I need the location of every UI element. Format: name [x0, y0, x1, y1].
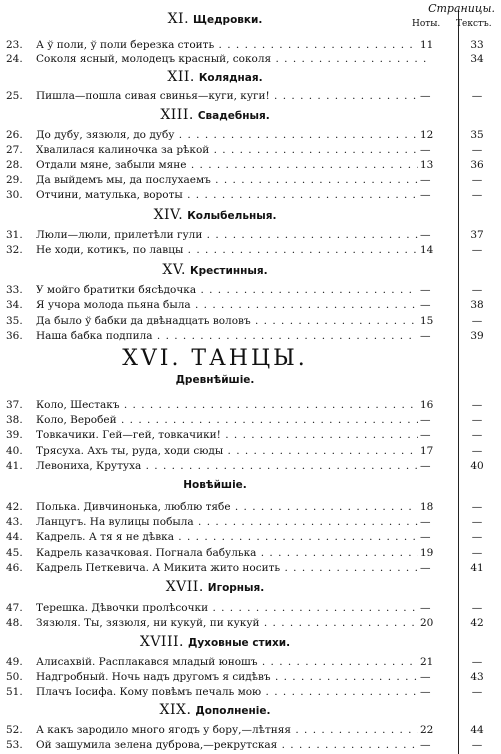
toc-row — [6, 189, 495, 204]
section-heading — [0, 701, 430, 719]
major-section-heading: XVI. ТАНЦЫ. — [122, 346, 308, 371]
column-divider — [458, 10, 459, 754]
section-title: Игорныя. — [207, 582, 265, 594]
notes-page: — — [418, 189, 442, 201]
entry-title: Товкачики. Гей—гей, товкачики! . . . — [36, 429, 426, 441]
entry-title: Не ходи, котикъ, по лавцы . . . — [36, 244, 426, 256]
notes-page: 19 — [418, 547, 442, 559]
toc-row — [6, 617, 495, 632]
entry-number: 51. — [6, 686, 23, 698]
entry-number: 26. — [6, 129, 23, 141]
entry-number: 48. — [6, 617, 23, 629]
notes-page: — — [418, 414, 442, 426]
notes-page: 17 — [418, 445, 442, 457]
entry-title: Ланцугъ. На вулицы побыла . . . — [36, 516, 426, 528]
text-page: — — [471, 244, 483, 256]
text-page: — — [471, 501, 483, 513]
toc-row — [6, 547, 495, 562]
entry-number: 44. — [6, 531, 23, 543]
entry-title: Ой зашумила зелена дуброва,—рекрутская . . . — [36, 739, 426, 751]
entry-number: 53. — [6, 739, 23, 751]
entry-number: 36. — [6, 330, 23, 342]
entry-number: 47. — [6, 602, 23, 614]
text-page: — — [471, 516, 483, 528]
section-number: XIV. — [153, 207, 184, 223]
notes-page: — — [418, 739, 442, 751]
entry-number: 49. — [6, 656, 23, 668]
section-title: Крестинныя. — [189, 265, 268, 277]
entry-title: Алисахвiй. Расплакався младый юношъ . . . — [36, 656, 426, 668]
toc-row — [6, 90, 495, 105]
toc-row — [6, 129, 495, 144]
notes-page: 11 — [418, 39, 442, 51]
section-title: Колядная. — [198, 72, 263, 84]
notes-page: — — [418, 602, 442, 614]
toc-row — [6, 330, 495, 345]
notes-page: 16 — [418, 399, 442, 411]
entry-title: А какъ зародило много ягодъ у бору,—лѣтняя . . . — [36, 724, 426, 736]
entry-number: 25. — [6, 90, 23, 102]
entry-number: 30. — [6, 189, 23, 201]
toc-row — [6, 159, 495, 174]
entry-title: Коло, Веробей . . . — [36, 414, 426, 426]
toc-row — [6, 460, 495, 475]
section-title: Дополненiе. — [195, 705, 271, 717]
notes-page: — — [418, 671, 442, 683]
entry-number: 41. — [6, 460, 23, 472]
text-page: — — [471, 315, 483, 327]
section-title: Свадебныя. — [197, 110, 270, 122]
text-page: 38 — [470, 299, 484, 311]
notes-page: 13 — [418, 159, 442, 171]
text-page: 37 — [470, 229, 484, 241]
entry-title: Полька. Дивчинонька, люблю тябе . . . — [36, 501, 426, 513]
toc-row — [6, 739, 495, 754]
entry-title: Соколя ясный, молодецъ красный, соколя . . . — [36, 53, 426, 65]
text-page: — — [471, 399, 483, 411]
section-number: XII. — [167, 69, 195, 85]
notes-page: — — [418, 144, 442, 156]
entry-title: Левониха, Крутуха . . . — [36, 460, 426, 472]
text-page: — — [471, 656, 483, 668]
notes-page: 12 — [418, 129, 442, 141]
toc-row — [6, 244, 495, 259]
text-page: — — [471, 686, 483, 698]
notes-page: — — [418, 284, 442, 296]
text-page: 42 — [470, 617, 484, 629]
toc-row — [6, 562, 495, 577]
entry-title: Терешка. Дѣвочки пролѣсочки . . . — [36, 602, 426, 614]
entry-title: Хвалилася калиночка за рѣкой . . . — [36, 144, 426, 156]
section-number: XV. — [162, 262, 186, 278]
entry-number: 31. — [6, 229, 23, 241]
toc-row — [6, 229, 495, 244]
text-page: — — [471, 547, 483, 559]
entry-title: Люли—люли, прилетѣли гули . . . — [36, 229, 426, 241]
toc-row — [6, 284, 495, 299]
text-page: — — [471, 90, 483, 102]
toc-row — [6, 445, 495, 460]
text-page: 43 — [470, 671, 484, 683]
entry-title: Кадрель казачковая. Погнала бабулька . . . — [36, 547, 426, 559]
section-heading — [0, 106, 430, 124]
entry-number: 23. — [6, 39, 23, 51]
text-column-header: Текстъ. — [456, 19, 492, 29]
toc-row — [6, 299, 495, 314]
text-page: — — [471, 739, 483, 751]
text-page: 39 — [470, 330, 484, 342]
entry-title: Пишла—пошла сивая свинья—куги, куги! . . . — [36, 90, 426, 102]
toc-row — [6, 516, 495, 531]
text-page: — — [471, 144, 483, 156]
toc-row — [6, 399, 495, 414]
toc-row — [6, 315, 495, 330]
toc-row — [6, 671, 495, 686]
entry-title: А ў поли, ў поли березка стоить . . . — [36, 39, 426, 51]
toc-row — [6, 501, 495, 516]
section-heading — [0, 68, 430, 86]
notes-page: 21 — [418, 656, 442, 668]
text-page: — — [471, 429, 483, 441]
section-title: Колыбельныя. — [187, 210, 277, 222]
notes-page: — — [418, 460, 442, 472]
toc-row — [6, 144, 495, 159]
entry-title: Плачъ Iосифа. Кому повѣмъ печаль мою . . . — [36, 686, 426, 698]
section-number: XVII. — [165, 579, 204, 595]
toc-row — [6, 39, 495, 54]
section-title: Щедровки. — [193, 14, 263, 26]
entry-title: Я учора молода пьяна была . . . — [36, 299, 426, 311]
text-page: 35 — [470, 129, 484, 141]
toc-row — [6, 429, 495, 444]
text-page: 44 — [470, 724, 484, 736]
section-heading — [0, 206, 430, 224]
toc-row — [6, 602, 495, 617]
text-page: 36 — [470, 159, 484, 171]
notes-page: — — [418, 90, 442, 102]
entry-number: 27. — [6, 144, 23, 156]
entry-number: 32. — [6, 244, 23, 256]
text-page: — — [471, 174, 483, 186]
notes-page: — — [418, 562, 442, 574]
entry-title: Коло, Шестакъ . . . — [36, 399, 426, 411]
notes-page: 14 — [418, 244, 442, 256]
section-heading — [0, 261, 430, 279]
toc-row — [6, 531, 495, 546]
section-heading — [0, 10, 430, 28]
section-number: XI. — [167, 11, 190, 27]
subsection-heading: Древнѣйшiе. — [175, 374, 255, 386]
notes-page: — — [418, 531, 442, 543]
notes-page: 18 — [418, 501, 442, 513]
entry-number: 42. — [6, 501, 23, 513]
entry-title: До дубу, зязюля, до дубу . . . — [36, 129, 426, 141]
text-page: — — [471, 445, 483, 457]
entry-number: 40. — [6, 445, 23, 457]
entry-number: 35. — [6, 315, 23, 327]
notes-page: — — [418, 516, 442, 528]
notes-page: — — [418, 686, 442, 698]
text-page: — — [471, 531, 483, 543]
toc-row — [6, 53, 495, 68]
text-page: 34 — [470, 53, 484, 65]
pages-header: Страницы. — [428, 2, 495, 15]
entry-title: Кадрель. А тя я не дѣвка . . . — [36, 531, 426, 543]
entry-number: 39. — [6, 429, 23, 441]
section-heading — [0, 578, 430, 596]
section-heading — [0, 633, 430, 651]
text-page: 33 — [470, 39, 484, 51]
entry-number: 52. — [6, 724, 23, 736]
text-page: — — [471, 189, 483, 201]
entry-number: 46. — [6, 562, 23, 574]
section-title: Духовные стихи. — [187, 637, 291, 649]
entry-number: 38. — [6, 414, 23, 426]
entry-number: 34. — [6, 299, 23, 311]
entry-title: Кадрель Петкевича. А Микита жито носить . . . — [36, 562, 426, 574]
notes-page: — — [418, 330, 442, 342]
entry-title: Отчини, матулька, вороты . . . — [36, 189, 426, 201]
toc-row — [6, 414, 495, 429]
text-page: 41 — [470, 562, 484, 574]
text-page: 40 — [470, 460, 484, 472]
text-page: — — [471, 414, 483, 426]
toc-row — [6, 174, 495, 189]
notes-page: — — [418, 174, 442, 186]
entry-title: Да выйдемъ мы, да послухаемъ . . . — [36, 174, 426, 186]
entry-title: Наша бабка подпила . . . — [36, 330, 426, 342]
entry-title: Отдали мяне, забыли мяне . . . — [36, 159, 426, 171]
notes-page: — — [418, 429, 442, 441]
toc-row — [6, 724, 495, 739]
section-number: XIII. — [160, 107, 194, 123]
entry-number: 45. — [6, 547, 23, 559]
entry-number: 33. — [6, 284, 23, 296]
subsection-heading: Новѣйшiе. — [183, 479, 247, 491]
toc-row — [6, 686, 495, 701]
toc-row — [6, 656, 495, 671]
notes-page: 20 — [418, 617, 442, 629]
entry-title: Трясуха. Ахъ ты, руда, ходи сюды . . . — [36, 445, 426, 457]
entry-number: 43. — [6, 516, 23, 528]
entry-number: 24. — [6, 53, 23, 65]
entry-number: 50. — [6, 671, 23, 683]
notes-column-header: Ноты. — [412, 19, 441, 29]
section-number: XIX. — [159, 702, 192, 718]
text-page: — — [471, 284, 483, 296]
entry-title: Надгробный. Ночь надъ другомъ я сидѣвъ . . . — [36, 671, 426, 683]
entry-number: 29. — [6, 174, 23, 186]
notes-page: 15 — [418, 315, 442, 327]
entry-title: Да было ў бабки да двѣнадцать воловъ . . . — [36, 315, 426, 327]
notes-page: 22 — [418, 724, 442, 736]
entry-number: 37. — [6, 399, 23, 411]
entry-number: 28. — [6, 159, 23, 171]
section-number: XVIII. — [139, 634, 184, 650]
entry-title: Зязюля. Ты, зязюля, ни кукуй, пи кукуй . . . — [36, 617, 426, 629]
notes-page: — — [418, 299, 442, 311]
notes-page: — — [418, 229, 442, 241]
text-page: — — [471, 602, 483, 614]
entry-title: У мойго братитки бясѣдочка . . . — [36, 284, 426, 296]
